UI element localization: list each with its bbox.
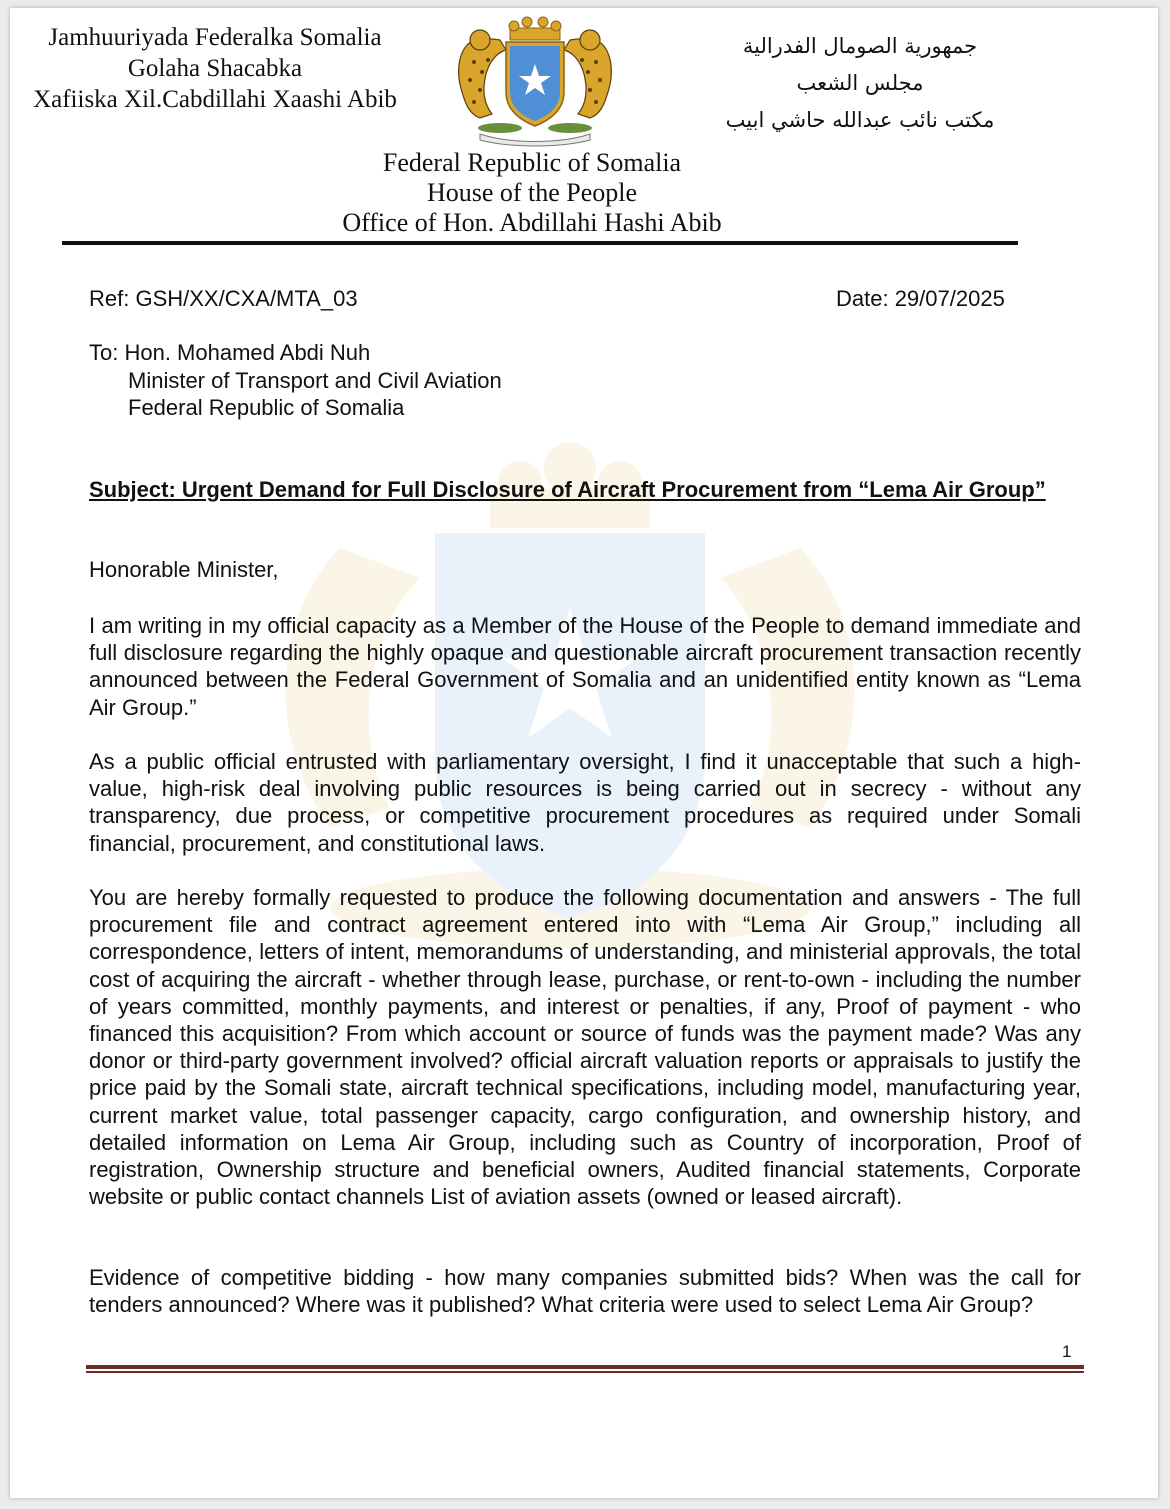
letter-date: Date: 29/07/2025 bbox=[836, 286, 1005, 311]
header-arabic-line: جمهورية الصومال الفدرالية bbox=[742, 34, 978, 58]
header-somali bbox=[10, 22, 420, 115]
header-english-line: Office of Hon. Abdillahi Hashi Abib bbox=[342, 208, 722, 237]
body-paragraph: As a public official entrusted with parliamentary oversight, I find it unacceptable that such a high-value, high-risk deal involving public resources is being carried out in secrecy - without any transparency, due process, or competitive procurement procedures as required under Somali financial, procurement, and constitutional laws. bbox=[89, 749, 1081, 856]
footer-divider-thin bbox=[86, 1371, 1084, 1373]
header-arabic-line: مجلس الشعب bbox=[796, 71, 924, 95]
recipient-name: To: Hon. Mohamed Abdi Nuh bbox=[89, 340, 371, 365]
header-arabic-line: مكتب نائب عبدالله حاشي ابيب bbox=[725, 108, 995, 132]
header-arabic bbox=[710, 28, 1010, 139]
reference-number: Ref: GSH/XX/CXA/MTA_03 bbox=[89, 286, 358, 311]
header-english-line: House of the People bbox=[426, 178, 638, 207]
somalia-coat-of-arms-icon bbox=[440, 14, 630, 148]
header-divider bbox=[62, 241, 1018, 245]
header-somali-line: Jamhuuriyada Federalka Somalia bbox=[48, 24, 382, 51]
recipient-block bbox=[89, 339, 502, 422]
footer-divider bbox=[86, 1365, 1084, 1369]
page-number: 1 bbox=[1062, 1342, 1072, 1361]
letter-page bbox=[10, 8, 1158, 1498]
body-paragraph: Evidence of competitive bidding - how many companies submitted bids? When was the call for tenders announced? Where was it published? What criteria were used to select Lema Air Group? bbox=[89, 1265, 1081, 1318]
header-somali-line: Golaha Shacabka bbox=[127, 55, 303, 82]
subject-line: Subject: Urgent Demand for Full Disclosure of Aircraft Procurement from “Lema Air Group” bbox=[89, 477, 1046, 502]
header-english-line: Federal Republic of Somalia bbox=[382, 148, 682, 177]
recipient-title: Minister of Transport and Civil Aviation bbox=[128, 367, 502, 393]
header-somali-line: Xafiiska Xil.Cabdillahi Xaashi Abib bbox=[33, 86, 397, 113]
body-paragraph: I am writing in my official capacity as a Member of the House of the People to demand immediate and full disclosure regarding the highly opaque and questionable aircraft procurement transaction recently announced between the Federal Government of Somalia and an unidentified entity known as “Lema Air Group.” bbox=[89, 613, 1081, 720]
body-paragraph: You are hereby formally requested to produce the following documentation and answers - The full procurement file and contract agreement entered into with “Lema Air Group,” including all correspondence, letters of intent, memorandums of understanding, and ministerial approvals, the total cost of acquiring the aircraft - whether through lease, purchase, or rent-to-own - including the number of years committed, monthly payments, and interest or penalties, if any, Proof of payment - who financed this acquisition? From which account or source of funds was the payment made? Was any donor or third-party government involved? official aircraft valuation reports or appraisals to justify the price paid by the Somali state, aircraft technical specifications, including model, manufacturing year, current market value, total passenger capacity, cargo configuration, and ownership history, and detailed information on Lema Air Group, including such as Country of incorporation, Proof of registration, Ownership structure and beneficial owners, Audited financial statements, Corporate website or public contact channels List of aviation assets (owned or leased aircraft). bbox=[89, 885, 1081, 1210]
salutation: Honorable Minister, bbox=[89, 557, 279, 582]
recipient-org: Federal Republic of Somalia bbox=[128, 395, 405, 420]
header-english bbox=[310, 148, 754, 238]
